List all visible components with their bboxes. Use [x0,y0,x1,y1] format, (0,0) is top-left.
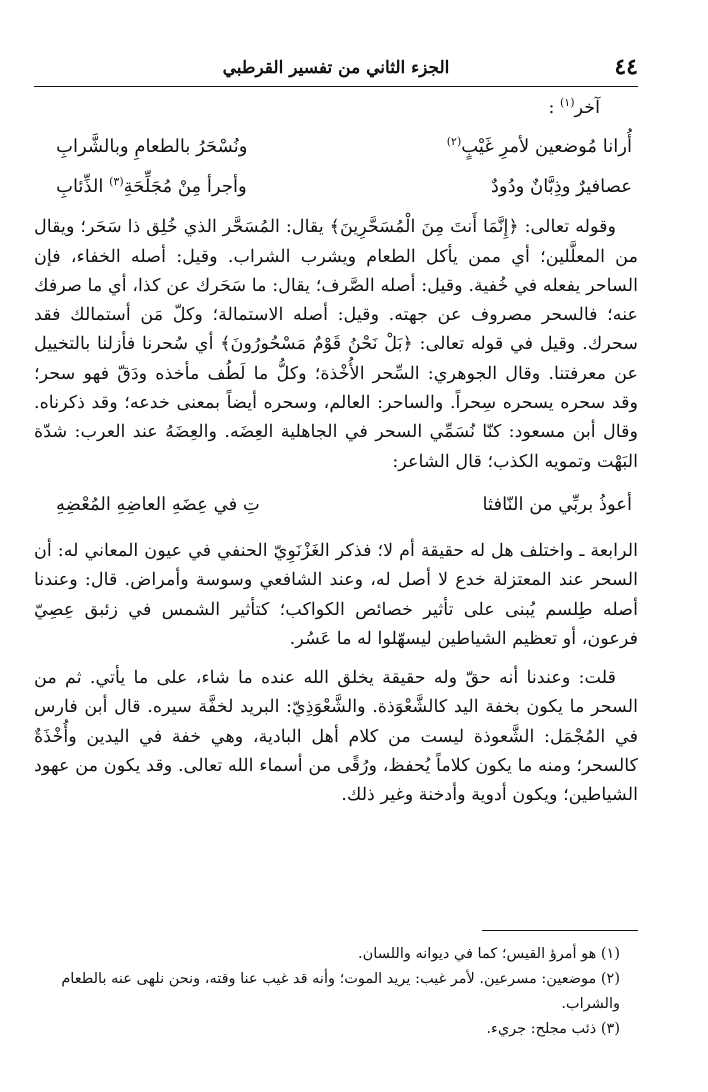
paragraph-sihr-definition: وقوله تعالى: ﴿إِنَّمَا أَنتَ مِنَ الْمُسَحَّرِينَ﴾ يقال: المُسَحَّر الذي خُلِق ذا سَحَر؛ ويقال من المعلَّلين؛ أي ممن يأكل الطعام ويشرب الشراب. وقيل: أصله الخفاء، فإن الساحر يفعله في خُفية. وقيل: أصله الصَّرف؛ يقال: ما سَحَرك عن كذا، أي ما صرفك عنه؛ فالسحر مصروف عن جهته. وقيل: أصله الاستمالة؛ وكلّ مَن أستمالك فقد سحرك. وقيل في قوله تعالى: ﴿بَلْ نَحْنُ قَوْمٌ مَسْحُورُونَ﴾ أي سُحرنا فأزلنا بالتخييل عن معرفتنا. وقال الجوهري: السِّحر الأُخْذة؛ وكلُّ ما لَطُف مأخذه ودَقّ فهو سحر؛ وقد سحره يسحره سِحراً. والساحر: العالم، وسحره أيضاً بمعنى خدعه؛ وقد ذكرناه. وقال أبن مسعود: كنّا نُسَمِّي السحر في الجاهلية العِضَه. والعِضَهُ عند العرب: شدّة البَهْت وتمويه الكذب؛ قال الشاعر: [34,217,638,472]
page-header [34,54,638,86]
footnote-rule [482,930,638,931]
running-title: الجزء الثاني من تفسير القرطبي [222,58,450,78]
verse-1-right-hemistich: أُرانا مُوضعين لأمرِ غَيْبٍ$^{(٢)}$ [446,135,632,158]
footnote-1: (١) هو أمرؤ القيس؛ كما في ديوانه واللسان. [358,946,620,962]
verse-2-left-hemistich: وأجرأ مِنْ مُجَلِّحَةِ$^{(٣)}$ الذِّئابِ [56,175,247,198]
intro-line [34,94,638,123]
verse-3-right-hemistich: أعوذُ بربِّي من النّافثا [482,493,632,515]
footnotes [34,942,638,1042]
header-rule [34,86,638,87]
verse-line-1 [34,127,638,167]
footnote-2: (٢) موضعين: مسرعين. لأمر غيب: يريد الموت؛ وأنه قد غيب عنا وقته، ونحن نلهى عنه بالطعام والشراب. [61,971,620,1012]
verse-3-left-hemistich: تِ في عِضَهِ العاضِهِ المُعْضِهِ [56,493,260,515]
main-text [34,94,638,811]
verse-2-right-hemistich: عصافيرٌ وذِبَّانٌ ودُودٌ [490,176,632,198]
intro-colon: : [548,98,555,118]
verse-line-3 [34,485,638,525]
page-number: ٤٤ [614,54,638,80]
paragraph-fourth: الرابعة ـ واختلف هل له حقيقة أم لا؛ فذكر الغَزْنَوِيّ الحنفي في عيون المعاني له: أن السحر عند المعتزلة خدع لا أصل له، وعند الشافعي وسوسة وأمراض. قال: وعندنا أصله طِلسم يُبنى على تأثير خصائص الكواكب؛ كتأثير الشمس في زئبق عِصِيّ فرعون، أو تعظيم الشياطين ليسهّلوا له ما عَسُر. [34,540,638,649]
paragraph-qult: قلت: وعندنا أنه حقّ وله حقيقة يخلق الله عنده ما شاء، على ما يأتي. ثم من السحر ما يكون بخفة اليد كالشَّعْوَذة. والشَّعْوَذِيّ: البريد لخفَّة سيره. قال أبن فارس في المُجْمَل: الشَّعوذة ليست من كلام أهل البادية، وهي خفة في اليدين وأُخْذَةٌ كالسحر؛ ومنه ما يكون كلاماً يُحفظ، ورُقًى من أسماء الله تعالى. وقد يكون من عهود الشياطين؛ ويكون أدوية وأدخنة وغير ذلك. [34,668,638,806]
footnote-ref-3: (٣) [109,175,124,189]
footnote-3: (٣) ذئب مجلح: جريء. [486,1021,620,1037]
footnote-ref-2: (٢) [446,135,462,149]
verse-1-left-hemistich: ونُسْحَرُ بالطعامِ وبالشَّرابِ [56,136,248,158]
footnote-ref-1: (١) [560,96,575,110]
intro-text: آخر [574,98,600,118]
verse-line-2 [34,167,638,207]
